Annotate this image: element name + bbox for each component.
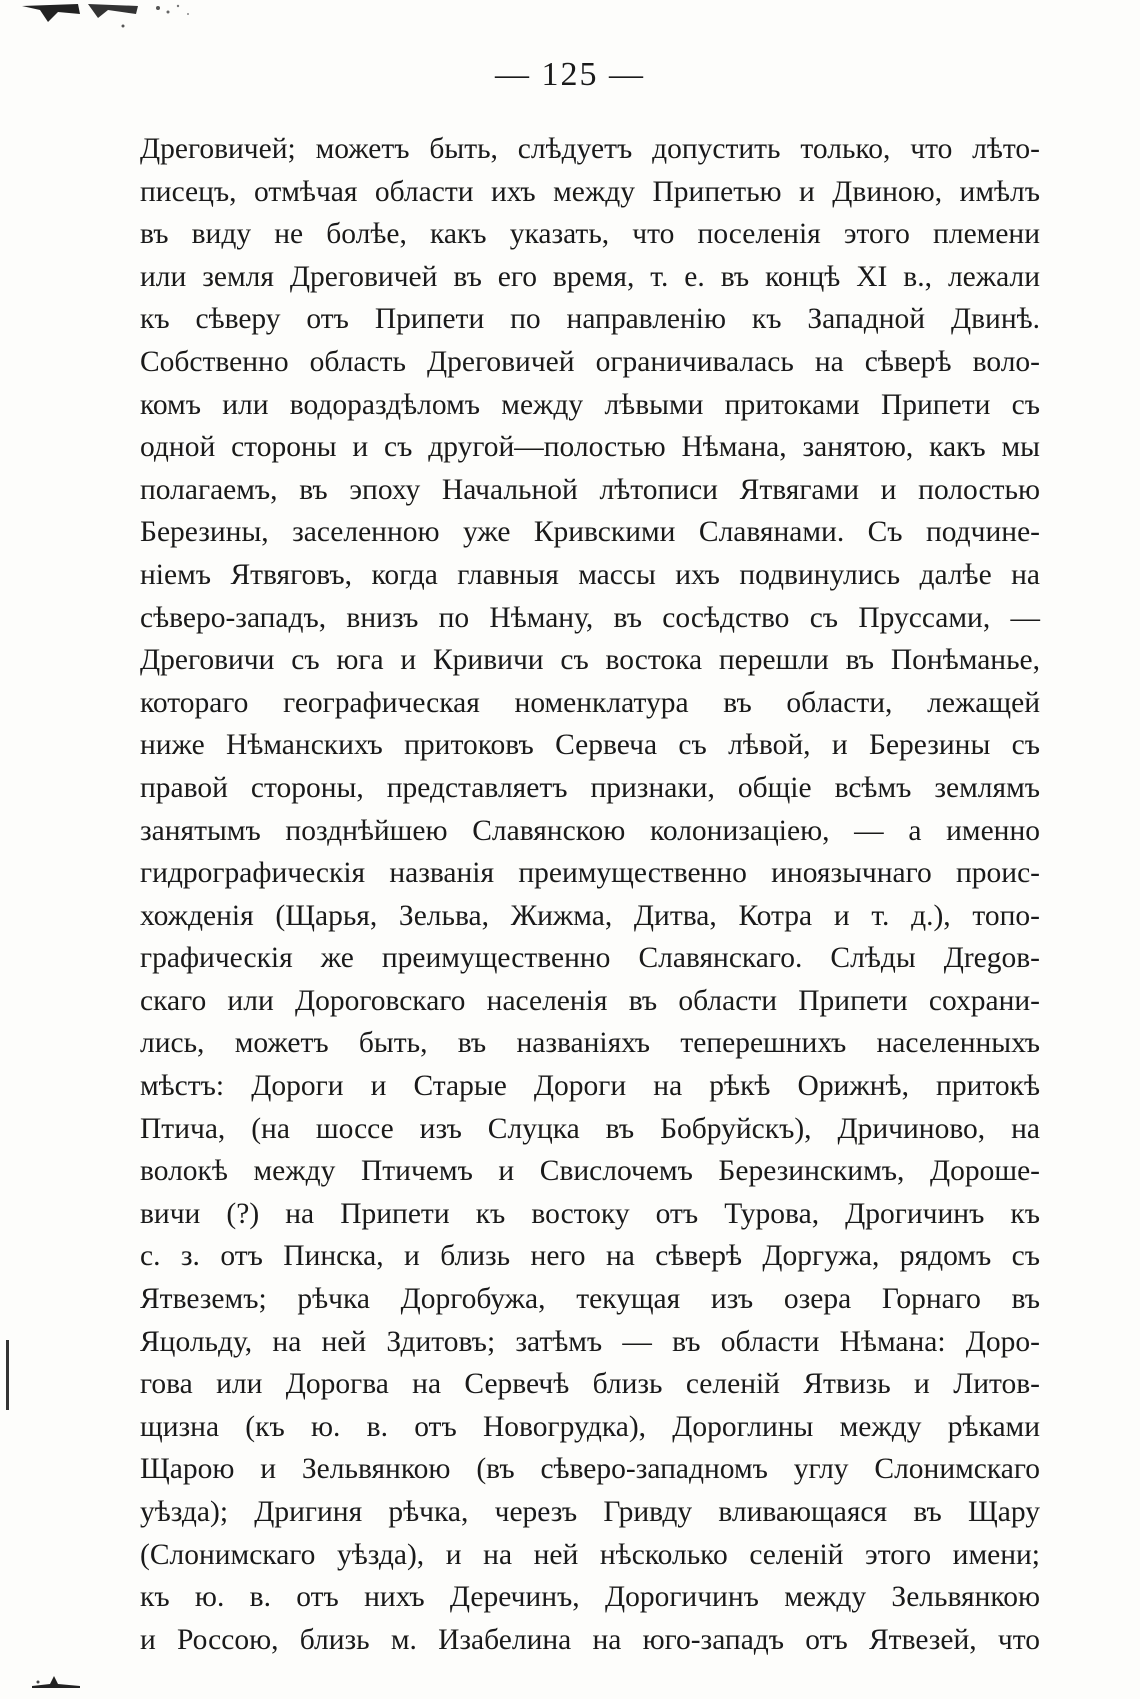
text-line: ніемъ Ятвяговъ, когда главныя массы ихъ подвинулись далѣе на — [140, 558, 1040, 591]
text-line: въ виду не болѣе, какъ указать, что поселенія этого племени — [140, 218, 1040, 251]
text-line: и Россою, близь м. Изабелина на юго-западъ отъ Ятвезей, что — [140, 1623, 1040, 1656]
margin-mark — [6, 1340, 9, 1410]
page-number: — 125 — — [495, 56, 645, 93]
text-line: ниже Нѣманскихъ притоковъ Сервеча съ лѣвой, и Березины съ — [140, 729, 1040, 762]
text-line: уѣзда); Дригиня рѣчка, черезъ Гривду вливающаяся въ Щару — [140, 1496, 1040, 1528]
text-line: графическія же преимущественно Славянскаго. Слѣды Дregов- — [140, 942, 1040, 975]
text-line: или земля Дреговичей въ его время, т. е. въ концѣ XI в., лежали — [140, 260, 1040, 293]
text-line: комъ или водораздѣломъ между лѣвыми притоками Припети съ — [140, 388, 1040, 421]
text-line: правой стороны, представляетъ признаки, общіе всѣмъ землямъ — [140, 771, 1040, 804]
text-line: Птича, (на шоссе изъ Слуцка въ Бобруйскъ), Дричиново, на — [140, 1112, 1040, 1145]
text-line: одной стороны и съ другой—полостью Нѣмана, занятою, какъ мы — [140, 431, 1040, 464]
text-line: Собственно область Дреговичей ограничивалась на сѣверѣ воло- — [140, 345, 1040, 378]
text-line: волокѣ между Птичемъ и Свислочемъ Березинскимъ, Дороше- — [140, 1155, 1040, 1188]
text-line: скаго или Дороговскаго населенія въ области Припети сохрани- — [140, 984, 1040, 1017]
text-line: писецъ, отмѣчая области ихъ между Припетью и Двиною, имѣлъ — [140, 175, 1040, 208]
body-text — [140, 128, 1040, 1661]
text-line: щизна (къ ю. в. отъ Новогрудка), Дороглины между рѣками — [140, 1410, 1040, 1443]
ink-smudge-bottom-left — [30, 1670, 90, 1690]
text-line: гидрографическія названія преимущественно иноязычнаго проис- — [140, 857, 1040, 890]
text-line: гова или Дорогва на Сервечѣ близь селеній Ятвизь и Литов- — [140, 1368, 1040, 1401]
text-line: Ятвеземъ; рѣчка Доргобужа, текущая изъ озера Горнаго въ — [140, 1283, 1040, 1316]
text-line: Березины, заселенною уже Кривскими Славянами. Съ подчине- — [140, 516, 1040, 549]
text-line: сѣверо-западъ, внизъ по Нѣману, въ сосѣдство съ Пруссами, — — [140, 601, 1040, 634]
text-line: вичи (?) на Припети къ востоку отъ Турова, Дрогичинъ къ — [140, 1197, 1040, 1230]
text-line: котораго географическая номенклатура въ области, лежащей — [140, 686, 1040, 719]
text-line: (Слонимскаго уѣзда), и на ней нѣсколько селеній этого имени; — [140, 1538, 1040, 1571]
text-line: Дреговичей; можетъ быть, слѣдуетъ допустить только, что лѣто- — [140, 133, 1040, 165]
text-line: лись, можетъ быть, въ названіяхъ теперешнихъ населенныхъ — [140, 1027, 1040, 1060]
text-line: хожденія (Щарья, Зельва, Жижма, Дитва, Котра и т. д.), топо- — [140, 899, 1040, 932]
text-line: полагаемъ, въ эпоху Начальной лѣтописи Ятвягами и полостью — [140, 473, 1040, 506]
text-line: къ ю. в. отъ нихъ Деречинъ, Дорогичинъ между Зельвянкою — [140, 1581, 1040, 1614]
ink-smudge-top-left — [18, 0, 218, 40]
text-line: къ сѣверу отъ Припети по направленію къ Западной Двинѣ. — [140, 303, 1040, 336]
text-line: с. з. отъ Пинска, и близь него на сѣверѣ Доргужа, рядомъ съ — [140, 1240, 1040, 1273]
text-line: Щарою и Зельвянкою (въ сѣверо-западномъ углу Слонимскаго — [140, 1453, 1040, 1486]
text-line: Яцольду, на ней Здитовъ; затѣмъ — въ области Нѣмана: Доро- — [140, 1325, 1040, 1358]
text-line: мѣстъ: Дороги и Старые Дороги на рѣкѣ Орижнѣ, притокѣ — [140, 1070, 1040, 1103]
text-line: занятымъ позднѣйшею Славянскою колонизаціею, — а именно — [140, 814, 1040, 847]
text-line: Дреговичи съ юга и Кривичи съ востока перешли въ Понѣманье, — [140, 644, 1040, 677]
